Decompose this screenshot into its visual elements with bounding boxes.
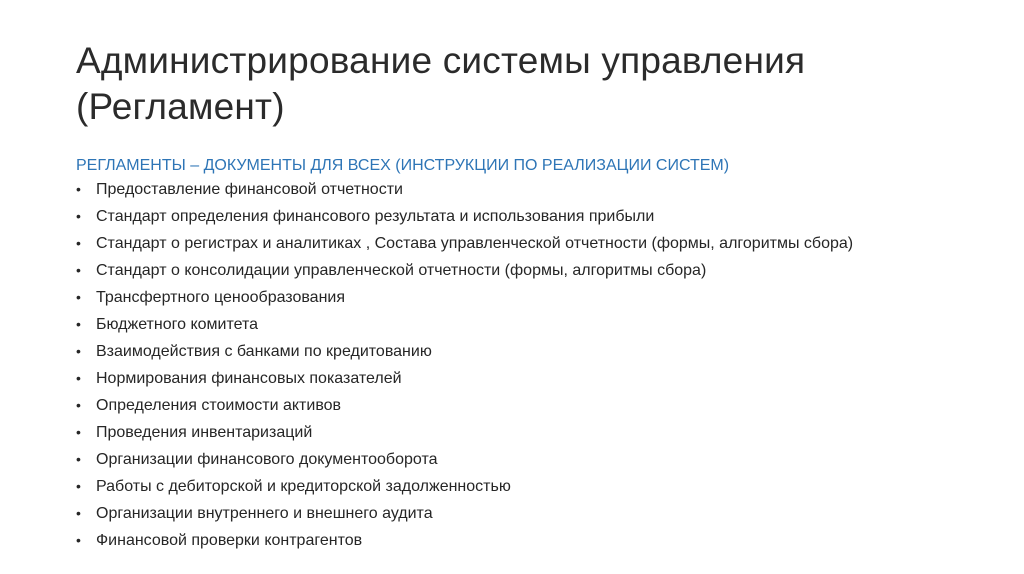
slide-content [76, 152, 976, 554]
bullet-icon: • [76, 451, 81, 467]
list-item-text: Работы с дебиторской и кредиторской задолженностью [96, 478, 511, 495]
list-item-text: Финансовой проверки контрагентов [96, 532, 363, 549]
list-item [76, 203, 976, 230]
bullet-icon: • [76, 208, 81, 224]
list-item [76, 446, 976, 473]
bullet-icon: • [76, 370, 81, 386]
list-item [76, 176, 976, 203]
list-item-text: Организации финансового документооборота [96, 451, 438, 468]
list-item-text: Стандарт о консолидации управленческой отчетности (формы, алгоритмы сбора) [96, 262, 707, 279]
list-item-text: Проведения инвентаризаций [96, 424, 313, 441]
list-item-text: Нормирования финансовых показателей [96, 370, 402, 387]
list-item [76, 284, 976, 311]
bullet-icon: • [76, 316, 81, 332]
list-item-text: Взаимодействия с банками по кредитованию [96, 343, 432, 360]
list-item-text: Трансфертного ценообразования [96, 289, 346, 306]
list-item-text: Организации внутреннего и внешнего аудита [96, 505, 433, 522]
list-item [76, 500, 976, 527]
list-item [76, 230, 976, 257]
list-item-text: Стандарт определения финансового результата и использования прибыли [96, 208, 655, 225]
bullet-icon: • [76, 181, 81, 197]
list-item [76, 338, 976, 365]
subheading: РЕГЛАМЕНТЫ – ДОКУМЕНТЫ ДЛЯ ВСЕХ (ИНСТРУКЦИИ ПО РЕАЛИЗАЦИИ СИСТЕМ) [76, 157, 730, 174]
list-item-text: Предоставление финансовой отчетности [96, 181, 403, 198]
bullet-icon: • [76, 505, 81, 521]
slide-title-line-1: Администрирование системы управления [76, 40, 806, 81]
bullet-icon: • [76, 262, 81, 278]
slide-title [76, 38, 956, 130]
list-item-text: Стандарт о регистрах и аналитиках , Состава управленческой отчетности (формы, алгоритмы сбора) [96, 235, 854, 252]
list-item [76, 311, 976, 338]
list-item-text: Определения стоимости активов [96, 397, 342, 414]
list-item [76, 473, 976, 500]
list-item-text: Бюджетного комитета [96, 316, 259, 333]
slide-title-line-2: (Регламент) [76, 86, 285, 127]
bullet-list [76, 176, 976, 554]
bullet-icon: • [76, 532, 81, 548]
list-item [76, 392, 976, 419]
bullet-icon: • [76, 478, 81, 494]
list-item [76, 527, 976, 554]
bullet-icon: • [76, 343, 81, 359]
list-item [76, 257, 976, 284]
bullet-icon: • [76, 424, 81, 440]
bullet-icon: • [76, 397, 81, 413]
list-item [76, 365, 976, 392]
bullet-icon: • [76, 289, 81, 305]
bullet-icon: • [76, 235, 81, 251]
list-item [76, 419, 976, 446]
